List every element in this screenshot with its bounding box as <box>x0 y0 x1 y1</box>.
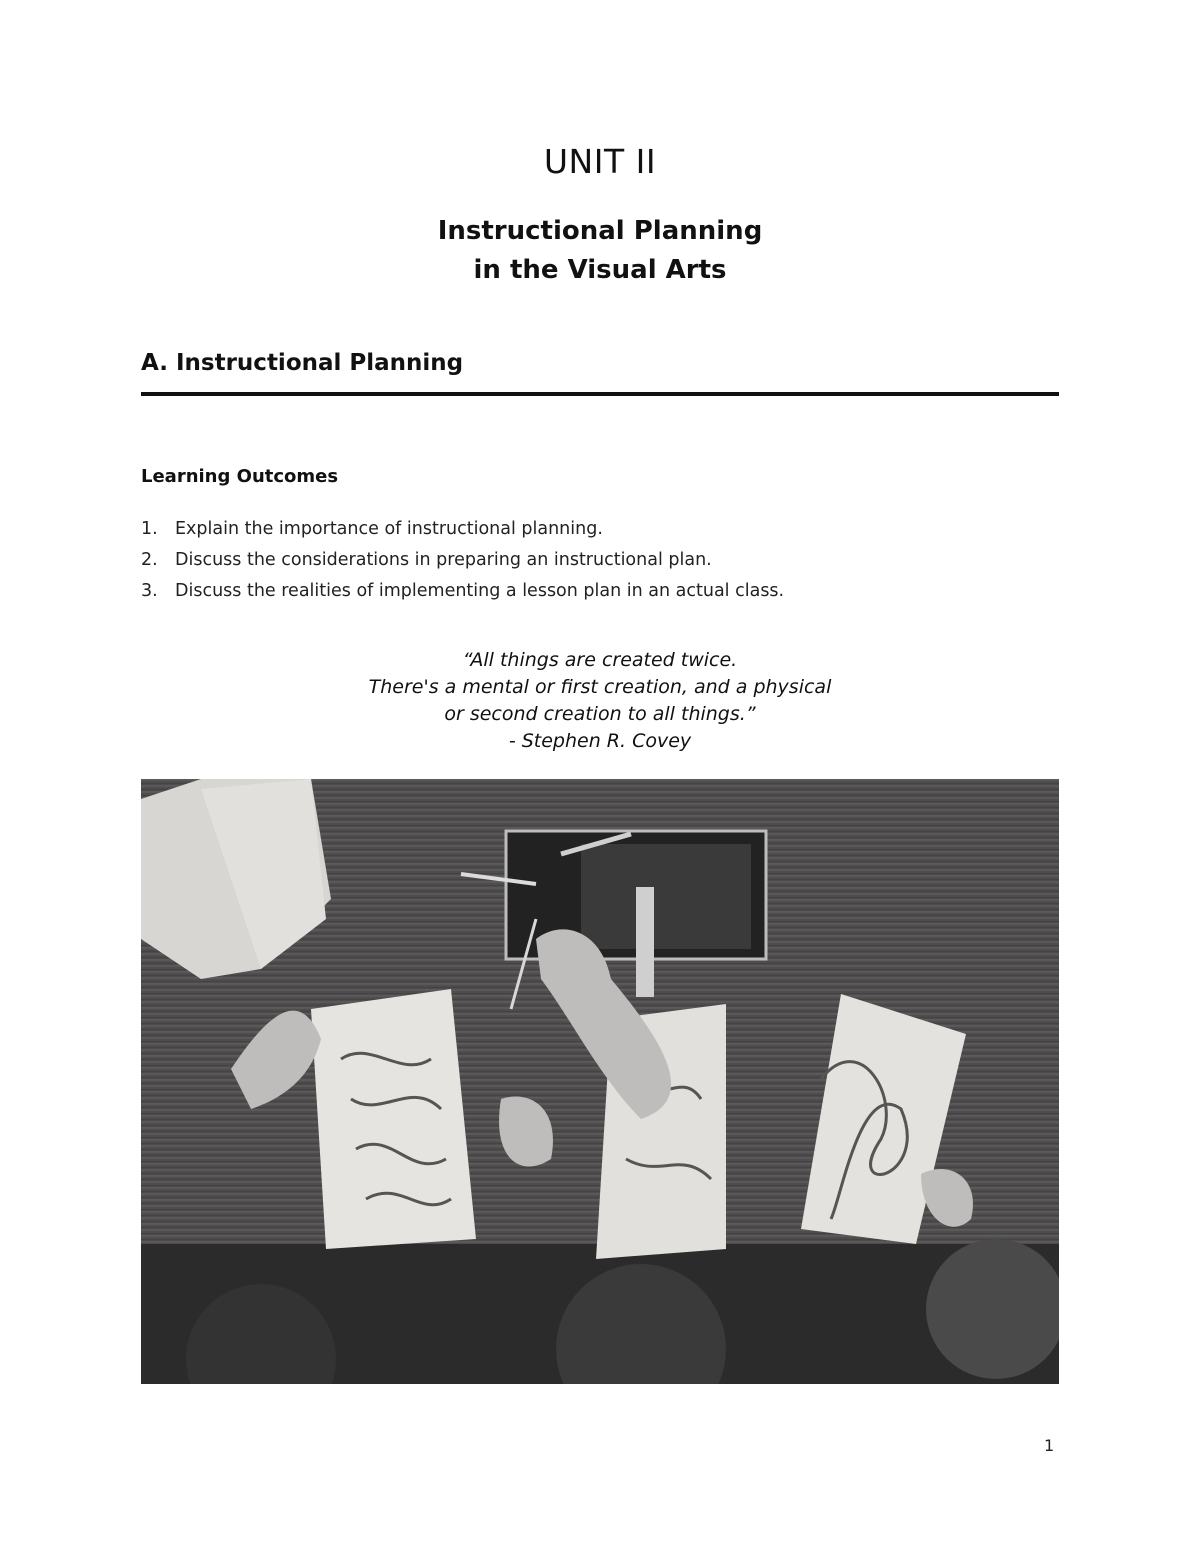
section-divider <box>141 392 1059 396</box>
list-item-number: 1. <box>141 519 158 539</box>
tray-compartment <box>581 844 751 949</box>
brush <box>636 887 654 997</box>
list-item <box>141 545 784 576</box>
learning-outcomes-heading: Learning Outcomes <box>141 466 339 487</box>
list-item <box>141 576 784 607</box>
classroom-art-photo <box>141 779 1059 1384</box>
page-number: 1 <box>1044 1436 1055 1455</box>
list-item-number: 2. <box>141 550 158 570</box>
list-item-text: Explain the importance of instructional planning. <box>175 519 603 539</box>
main-title-line-1: Instructional Planning <box>437 216 763 246</box>
learning-outcomes-list <box>141 514 784 607</box>
list-item-text: Discuss the realities of implementing a lesson plan in an actual class. <box>175 581 785 601</box>
quote-line-2: There's a mental or first creation, and a physical <box>368 676 832 698</box>
quote-attribution: - Stephen R. Covey <box>508 730 692 752</box>
paper-left <box>311 989 476 1249</box>
list-item-number: 3. <box>141 581 158 601</box>
section-heading: A. Instructional Planning <box>141 350 464 376</box>
unit-title: UNIT II <box>543 142 657 181</box>
epigraph-quote <box>0 647 1200 755</box>
list-item <box>141 514 784 545</box>
photo-illustration <box>141 779 1059 1384</box>
main-title-line-2: in the Visual Arts <box>473 255 727 285</box>
main-title <box>0 212 1200 290</box>
list-item-text: Discuss the considerations in preparing an instructional plan. <box>175 550 712 570</box>
quote-line-1: “All things are created twice. <box>462 649 738 671</box>
quote-line-3: or second creation to all things.” <box>444 703 756 725</box>
